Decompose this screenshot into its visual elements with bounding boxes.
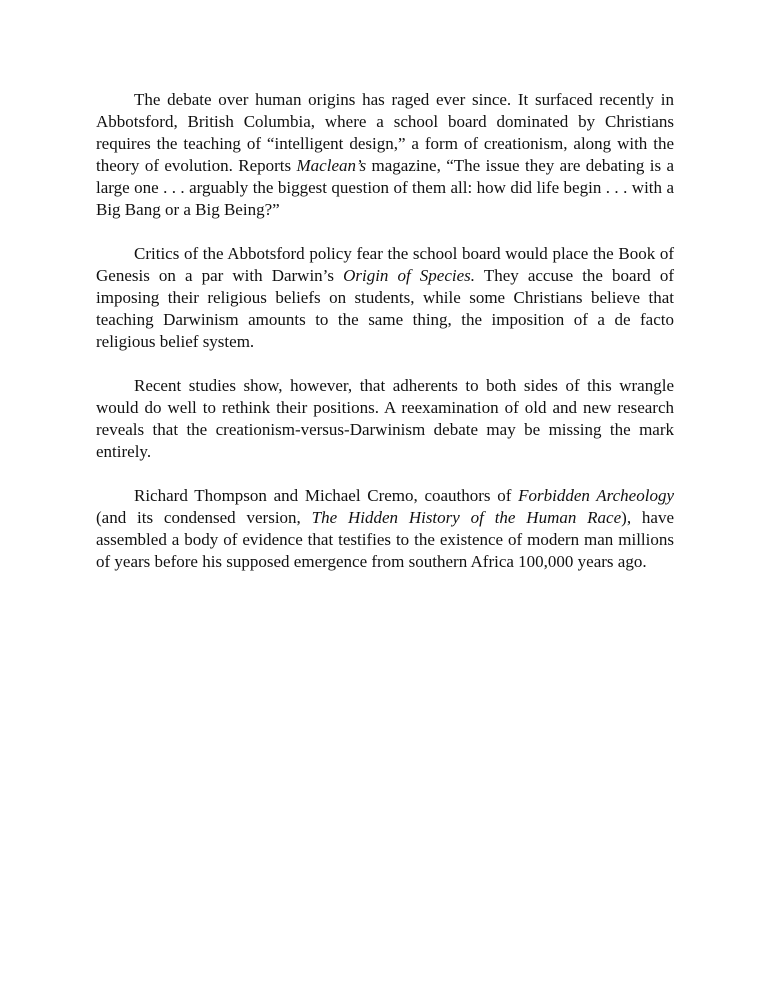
paragraph-text: ), have assembled a body of evidence that testifies to the existence of modern man millions of years before his supposed emergence from southern Africa 100,000 years ago. [96, 508, 674, 571]
paragraph-text: Richard Thompson and Michael Cremo, coauthors of [134, 486, 519, 505]
paragraph-2 [96, 243, 674, 353]
publication-title: Maclean’s [296, 156, 367, 175]
paragraph-text: Critics of the Abbotsford policy fear the school board would place the Book of Genesis on a par with Darwin’s [96, 244, 674, 285]
book-title: Forbidden Archeology [518, 486, 674, 505]
paragraph-text: They accuse the board of imposing their religious beliefs on students, while some Christians believe that teaching Darwinism amounts to the same thing, the imposition of a de facto religious belief system. [96, 266, 674, 351]
paragraph-text: The debate over human origins has raged ever since. It surfaced recently in Abbotsford, British Columbia, where a school board dominated by Christians requires the teaching of “intelligent design,” a form of creationism, along with the theory of evolution. Reports [96, 90, 674, 175]
book-title: The Hidden History of the Human Race [311, 508, 622, 527]
paragraph-1 [96, 89, 674, 221]
paragraph-4 [96, 485, 674, 573]
book-title: Origin of Species. [343, 266, 476, 285]
paragraph-3 [96, 375, 674, 463]
paragraph-text: Recent studies show, however, that adherents to both sides of this wrangle would do well to rethink their positions. A reexamination of old and new research reveals that the creationism-versus-Darwinism debate may be missing the mark entirely. [96, 376, 674, 461]
paragraph-text: magazine, “The issue they are debating is a large one . . . arguably the biggest question of them all: how did life begin . . . with a Big Bang or a Big Being?” [96, 156, 674, 219]
paragraph-text: (and its condensed version, [96, 508, 312, 527]
document-body [96, 89, 674, 573]
